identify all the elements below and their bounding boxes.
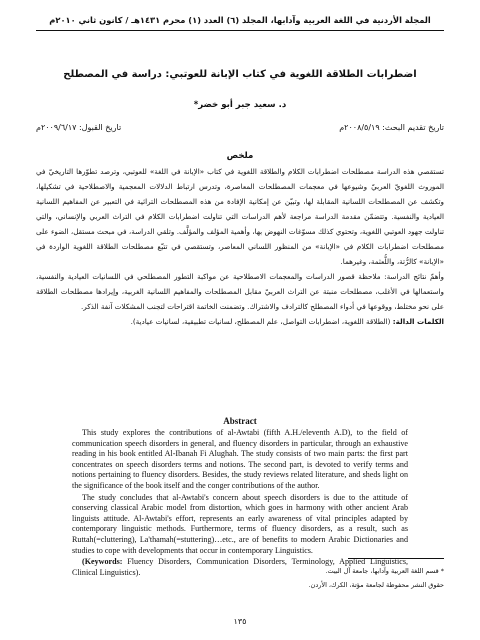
- acceptance-date: تاريخ القبول: ٢٠٠٩/٦/١٧م: [36, 123, 122, 132]
- arabic-abstract-heading: ملخص: [226, 151, 254, 161]
- footnote-copyright: حقوق النشر محفوظة لجامعة مؤتة، الكرك، الأردن.: [308, 581, 444, 589]
- arabic-abstract-paragraph: تستقصي هذه الدراسة مصطلحات اضطرابات الكلام والطلاقة اللغوية في كتاب «الإبانة في اللغة» للعوتبي، وترصد تطوّرها التاريخيّ في الموروث اللغويّ العربيّ وشيوعها في معجمات المصطلحات المعاصرة، وتدرس ارتباط الدلالات المعجمية والاصطلاحية في تشكيلها، وتكشف عن المصطلحات اللسانية المقابلة لها، وتبيّن عن إمكانية الإفادة من هذه المصطلحات التراثية في التعبير عن المفاهيم اللسانية العيادية والنفسية. وتتضمّن مقدمة الدراسة مراجعة لأهم الدراسات التي تناولت اضطرابات الكلام في التراث العربي والإنساني، والتي تناولت جهود العوتبي اللغوية، وتحتوي كذلك مسوّغات النهوض بها، وأهمية المؤلف والمؤلَّف. وتلقي الدراسة، في مبحث مستقل، الضوء على مصطلحات اضطرابات الكلام في «الإبانة» من المنظور اللساني المعاصر، وتستقصي في تتبّع مصطلحات الطلاقة اللغوية الواردة في «الإبانة» كالرُّتة، واللُّعثمة، وغيرهما.: [36, 167, 444, 266]
- arabic-keywords: [36, 314, 444, 329]
- running-header: المجلة الأردنية في اللغة العربية وآدابها، المجلد (٦) العدد (١) محرم ١٤٣١هـ / كانون ثاني ٢٠١٠م: [49, 15, 431, 25]
- footnotes: [36, 564, 444, 592]
- english-keywords-text: Fluency Disorders, Communication Disorders, Terminology, Applied Linguistics, Clinical Linguistics).: [72, 557, 408, 577]
- english-abstract-paragraph: This study explores the contributions of al-Awtabi (fifth A.H./eleventh A.D), to the field of communication speech disorders in general, and fluency disorders in particular, through an exhaustive reading in his book entitled Al-Ibanah Fi Alughah. The study consists of two main parts: the first part concentrates on speech disorders terms and notions. The second part, is devoted to verify terms and notions pertaining to fluency disorders. Besides, the study reviews related literature, and sheds light on the significance of the book itself and the conger contributions of the author.: [72, 428, 408, 490]
- dates-row: [36, 122, 444, 134]
- author-name: د. سعيد جبر أبو خضر*: [193, 100, 287, 110]
- arabic-keywords-text: (الطلاقة اللغوية، اضطرابات التواصل، علم المصطلح، لسانيات تطبيقية، لسانيات عيادية).: [130, 317, 391, 326]
- english-keywords-label: (Keywords:: [82, 557, 123, 567]
- paper-title: اضطرابات الطلاقة اللغوية في كتاب الإبانة للعوتبي: دراسة في المصطلح: [63, 69, 417, 80]
- footnote-rule: [348, 558, 444, 559]
- page-number: ١٣٥: [233, 617, 247, 626]
- arabic-abstract: [36, 164, 444, 390]
- english-abstract-heading: Abstract: [223, 416, 257, 426]
- arabic-abstract-paragraph: وأهمّ نتائج الدراسة: ملاحظة قصور الدراسات والمعجمات الاصطلاحية عن مواكبة التطور المصطلحي في اللسانيات العيادية والنفسية، واستعمالها في الأغلب، مصطلحات منبتة عن التراث العربيّ مقابل المصطلحات والمفاهيم اللسانية الغربية، وإيرادها مصطلحات الطلاقة على نحو مختلط، ووقوعها في أدواء المصطلح كالترادف والاشتراك. وتضمنت الخاتمة اقتراحات لتجنب المشكلات آنفة الذكر.: [36, 272, 444, 311]
- submission-date: تاريخ تقديم البحث: ٢٠٠٨/٥/١٩م: [339, 123, 444, 132]
- header-rule: [36, 30, 444, 31]
- english-abstract-paragraph: The study concludes that al-Awtabi's concern about speech disorders is due to the attitude of conserving classical Arabic model from distortion, which goes in harmony with other ancient Arab linguists attitude. Al-Awtabi's effort, represents an early awareness of vital principles adapted by contemporary linguistic methods. Furthermore, terms of fluency disorders, as a result, such as Ruttah(=cluttering), La'thamah(=stuttering)…etc., are of benefits to modern Arabic Dictionaries and studies to cope with developments that occur in contemporary Linguistics.: [72, 492, 408, 555]
- footnote-affiliation: * قسم اللغة العربية وآدابها، جامعة آل البيت.: [325, 567, 444, 575]
- arabic-keywords-label: الكلمات الدالة:: [392, 317, 444, 326]
